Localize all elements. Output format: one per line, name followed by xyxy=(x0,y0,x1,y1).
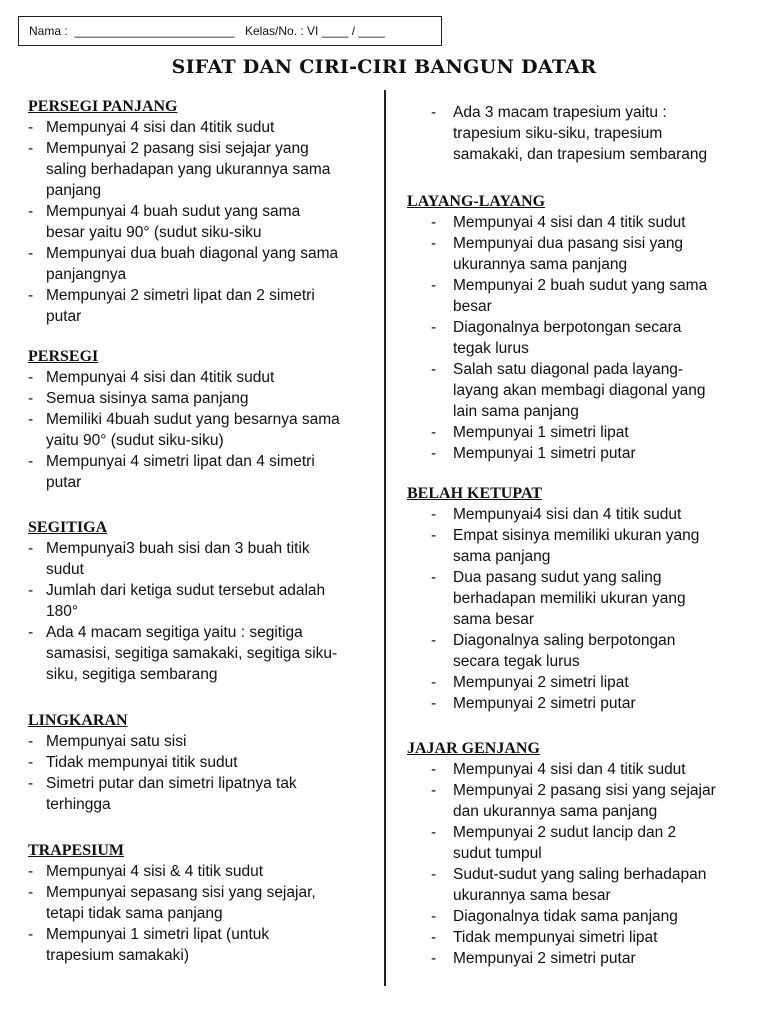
section-segitiga xyxy=(28,517,374,685)
property-text-line: berhadapan memiliki ukuran yang xyxy=(453,590,686,607)
property-text-line: trapesium samakaki) xyxy=(46,947,189,964)
property-list xyxy=(407,504,747,714)
section-heading: TRAPESIUM xyxy=(28,842,125,859)
section-lingkaran xyxy=(28,710,374,815)
bullet-dash: - xyxy=(28,453,34,470)
bullet-dash: - xyxy=(28,775,34,792)
property-item xyxy=(407,672,747,693)
bullet-dash: - xyxy=(28,287,34,304)
bullet-dash: - xyxy=(28,884,34,901)
property-text-line: Mempunyai3 buah sisi dan 3 buah titik xyxy=(46,540,310,557)
bullet-dash: - xyxy=(431,361,437,378)
property-text-line: samasisi, segitiga samakaki, segitiga siku- xyxy=(46,645,338,662)
property-item xyxy=(28,243,374,285)
bullet-dash: - xyxy=(28,926,34,943)
property-item xyxy=(28,882,374,924)
bullet-dash: - xyxy=(28,119,34,136)
property-text-line: Semua sisinya sama panjang xyxy=(46,390,249,407)
property-text-line: Mempunyai 4 sisi dan 4titik sudut xyxy=(46,119,275,136)
property-list xyxy=(407,212,747,464)
property-text-line: Diagonalnya saling berpotongan xyxy=(453,632,676,649)
property-item xyxy=(407,275,747,317)
property-text-line: Sudut-sudut yang saling berhadapan xyxy=(453,866,707,883)
property-text-line: tegak lurus xyxy=(453,340,529,357)
property-item xyxy=(28,201,374,243)
property-text-line: ukurannya sama besar xyxy=(453,887,611,904)
bullet-dash: - xyxy=(431,929,437,946)
property-text-line: trapesium siku-siku, trapesium xyxy=(453,125,663,142)
property-item xyxy=(407,822,747,864)
bullet-dash: - xyxy=(28,140,34,157)
property-text-line: Mempunyai 1 simetri lipat xyxy=(453,424,629,441)
bullet-dash: - xyxy=(431,632,437,649)
bullet-dash: - xyxy=(28,245,34,262)
property-text-line: saling berhadapan yang ukurannya sama xyxy=(46,161,331,178)
property-item xyxy=(407,948,747,969)
property-list xyxy=(407,759,747,969)
property-text-line: panjang xyxy=(46,182,102,199)
bullet-dash: - xyxy=(28,203,34,220)
bullet-dash: - xyxy=(431,277,437,294)
property-text-line: besar xyxy=(453,298,492,315)
bullet-dash: - xyxy=(431,445,437,462)
bullet-dash: - xyxy=(431,950,437,967)
property-item xyxy=(28,285,374,327)
property-item xyxy=(28,367,374,388)
property-list xyxy=(28,367,374,493)
property-text-line: Dua pasang sudut yang saling xyxy=(453,569,662,586)
property-text-line: Ada 4 macam segitiga yaitu : segitiga xyxy=(46,624,303,641)
property-item xyxy=(28,409,374,451)
bullet-dash: - xyxy=(28,540,34,557)
page-title: SIFAT DAN CIRI-CIRI BANGUN DATAR xyxy=(171,56,597,78)
property-list xyxy=(28,538,374,685)
section-heading: LAYANG-LAYANG xyxy=(407,193,546,210)
property-list xyxy=(407,102,747,165)
property-list xyxy=(28,117,374,327)
section-heading: BELAH KETUPAT xyxy=(407,485,542,502)
student-info-box xyxy=(18,16,442,46)
property-text-line: sama besar xyxy=(453,611,534,628)
property-text-line: siku, segitiga sembarang xyxy=(46,666,218,683)
property-text-line: Mempunyai sepasang sisi yang sejajar, xyxy=(46,884,316,901)
property-text-line: Memiliki 4buah sudut yang besarnya sama xyxy=(46,411,340,428)
property-item xyxy=(407,927,747,948)
property-text-line: panjangnya xyxy=(46,266,127,283)
property-item xyxy=(407,906,747,927)
property-item xyxy=(407,443,747,464)
section-heading: PERSEGI xyxy=(28,348,99,365)
property-item xyxy=(28,773,374,815)
bullet-dash: - xyxy=(431,235,437,252)
section-heading: SEGITIGA xyxy=(28,519,108,536)
bullet-dash: - xyxy=(431,104,437,121)
property-item xyxy=(28,580,374,622)
property-list xyxy=(28,861,374,966)
property-text-line: Mempunyai 4 sisi dan 4 titik sudut xyxy=(453,214,686,231)
property-text-line: Mempunyai 2 sudut lancip dan 2 xyxy=(453,824,677,841)
property-text-line: Jumlah dari ketiga sudut tersebut adalah xyxy=(46,582,326,599)
section-heading: JAJAR GENJANG xyxy=(407,740,540,757)
bullet-dash: - xyxy=(431,424,437,441)
property-item xyxy=(28,538,374,580)
property-text-line: Mempunyai 2 pasang sisi sejajar yang xyxy=(46,140,309,157)
property-text-line: Mempunyai 2 simetri lipat dan 2 simetri xyxy=(46,287,315,304)
bullet-dash: - xyxy=(431,782,437,799)
property-text-line: sama panjang xyxy=(453,548,551,565)
property-text-line: Mempunyai 4 sisi dan 4titik sudut xyxy=(46,369,275,386)
bullet-dash: - xyxy=(431,761,437,778)
bullet-dash: - xyxy=(431,674,437,691)
property-text-line: Tidak mempunyai simetri lipat xyxy=(453,929,658,946)
property-text-line: Diagonalnya tidak sama panjang xyxy=(453,908,678,925)
property-item xyxy=(28,752,374,773)
bullet-dash: - xyxy=(431,527,437,544)
property-text-line: samakaki, dan trapesium sembarang xyxy=(453,146,708,163)
property-text-line: besar yaitu 90° (sudut siku-siku xyxy=(46,224,262,241)
bullet-dash: - xyxy=(28,733,34,750)
property-item xyxy=(407,504,747,525)
property-text-line: Mempunyai 4 sisi dan 4 titik sudut xyxy=(453,761,686,778)
section-heading: PERSEGI PANJANG xyxy=(28,98,178,115)
property-item xyxy=(28,924,374,966)
property-text-line: Diagonalnya berpotongan secara xyxy=(453,319,682,336)
bullet-dash: - xyxy=(28,624,34,641)
kelas-field[interactable]: Kelas/No. : VI ____ / ____ xyxy=(245,24,386,38)
property-text-line: layang akan membagi diagonal yang xyxy=(453,382,706,399)
property-item xyxy=(407,630,747,672)
property-item xyxy=(407,567,747,630)
bullet-dash: - xyxy=(431,866,437,883)
property-text-line: Salah satu diagonal pada layang- xyxy=(453,361,684,378)
property-item xyxy=(407,102,747,165)
property-list xyxy=(28,731,374,815)
property-text-line: ukurannya sama panjang xyxy=(453,256,628,273)
property-text-line: Mempunyai4 sisi dan 4 titik sudut xyxy=(453,506,682,523)
section-belah-ketupat xyxy=(407,483,747,714)
property-text-line: Mempunyai satu sisi xyxy=(46,733,187,750)
section-trapesium xyxy=(28,840,374,966)
property-item xyxy=(28,861,374,882)
property-text-line: lain sama panjang xyxy=(453,403,579,420)
property-item xyxy=(407,525,747,567)
property-item xyxy=(407,317,747,359)
bullet-dash: - xyxy=(28,390,34,407)
bullet-dash: - xyxy=(28,582,34,599)
property-item xyxy=(407,359,747,422)
property-text-line: putar xyxy=(46,308,82,325)
property-item xyxy=(407,864,747,906)
property-text-line: Mempunyai 1 simetri putar xyxy=(453,445,636,462)
property-text-line: Mempunyai 4 simetri lipat dan 4 simetri xyxy=(46,453,315,470)
property-text-line: Mempunyai 2 simetri putar xyxy=(453,950,636,967)
property-text-line: dan ukurannya sama panjang xyxy=(453,803,658,820)
property-item xyxy=(407,422,747,443)
bullet-dash: - xyxy=(431,506,437,523)
property-text-line: sudut tumpul xyxy=(453,845,542,862)
bullet-dash: - xyxy=(28,369,34,386)
property-text-line: secara tegak lurus xyxy=(453,653,580,670)
property-item xyxy=(407,780,747,822)
nama-field[interactable]: Nama : ________________________ xyxy=(29,24,235,38)
property-item xyxy=(28,451,374,493)
property-item xyxy=(28,388,374,409)
property-text-line: putar xyxy=(46,474,82,491)
property-item xyxy=(407,759,747,780)
section-persegi-panjang xyxy=(28,96,374,327)
property-item xyxy=(28,117,374,138)
property-text-line: Mempunyai 2 pasang sisi yang sejajar xyxy=(453,782,716,799)
bullet-dash: - xyxy=(431,824,437,841)
bullet-dash: - xyxy=(28,411,34,428)
section-heading: LINGKARAN xyxy=(28,712,128,729)
property-text-line: Empat sisinya memiliki ukuran yang xyxy=(453,527,700,544)
bullet-dash: - xyxy=(431,695,437,712)
property-item xyxy=(407,693,747,714)
property-item xyxy=(28,622,374,685)
property-text-line: Tidak mempunyai titik sudut xyxy=(46,754,238,771)
bullet-dash: - xyxy=(431,908,437,925)
section-continued xyxy=(407,102,747,165)
bullet-dash: - xyxy=(431,214,437,231)
property-text-line: Mempunyai 2 buah sudut yang sama xyxy=(453,277,708,294)
property-text-line: Mempunyai 2 simetri lipat xyxy=(453,674,629,691)
bullet-dash: - xyxy=(431,569,437,586)
property-text-line: Mempunyai 1 simetri lipat (untuk xyxy=(46,926,270,943)
property-text-line: Ada 3 macam trapesium yaitu : xyxy=(453,104,667,121)
property-text-line: 180° xyxy=(46,603,79,620)
property-text-line: Mempunyai 4 sisi & 4 titik sudut xyxy=(46,863,264,880)
bullet-dash: - xyxy=(431,319,437,336)
property-item xyxy=(28,138,374,201)
section-persegi xyxy=(28,346,374,493)
property-text-line: sudut xyxy=(46,561,84,578)
property-text-line: Simetri putar dan simetri lipatnya tak xyxy=(46,775,297,792)
bullet-dash: - xyxy=(28,863,34,880)
section-jajar-genjang xyxy=(407,738,747,969)
property-text-line: Mempunyai dua pasang sisi yang xyxy=(453,235,684,252)
property-text-line: terhingga xyxy=(46,796,111,813)
property-text-line: Mempunyai dua buah diagonal yang sama xyxy=(46,245,339,262)
property-item xyxy=(28,731,374,752)
property-text-line: Mempunyai 4 buah sudut yang sama xyxy=(46,203,301,220)
property-item xyxy=(407,233,747,275)
column-divider xyxy=(384,90,386,986)
section-layang-layang xyxy=(407,191,747,464)
property-item xyxy=(407,212,747,233)
property-text-line: Mempunyai 2 simetri putar xyxy=(453,695,636,712)
property-text-line: yaitu 90° (sudut siku-siku) xyxy=(46,432,224,449)
property-text-line: tetapi tidak sama panjang xyxy=(46,905,223,922)
bullet-dash: - xyxy=(28,754,34,771)
